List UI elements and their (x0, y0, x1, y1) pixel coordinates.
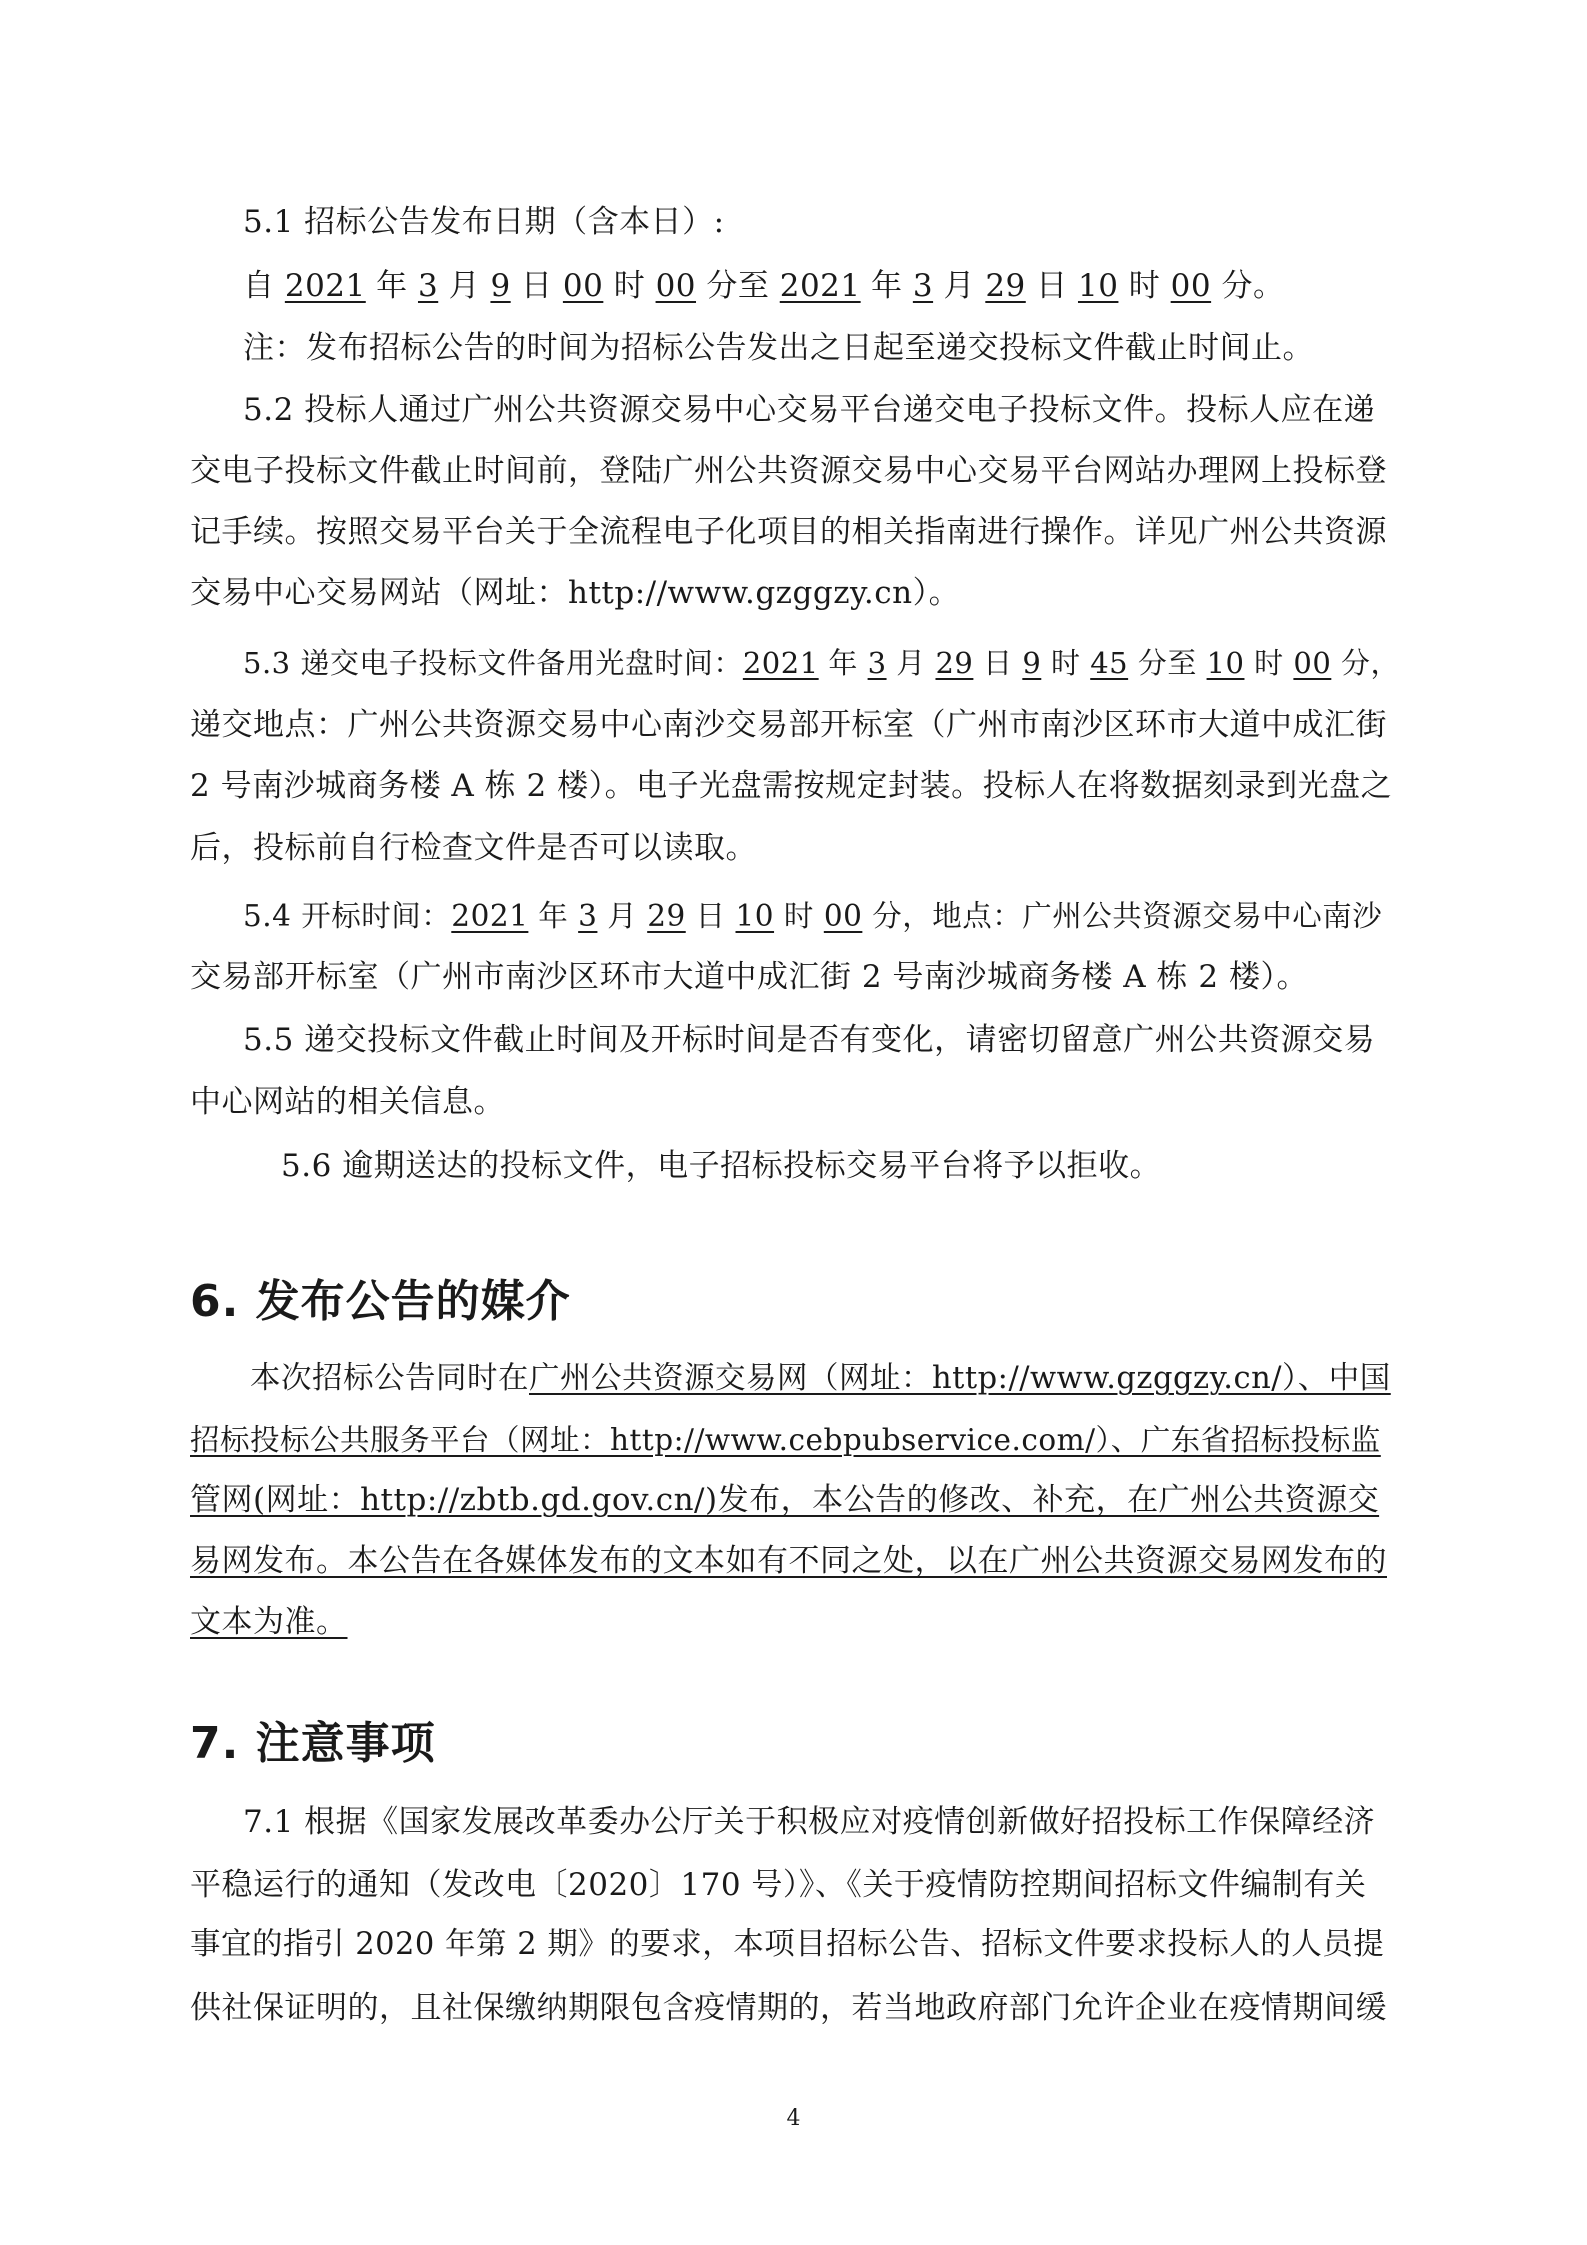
s7-line: 平稳运行的通知（发改电〔2020〕170 号）》、《关于疫情防控期间招标文件编制有关 (190, 1867, 1367, 1903)
s52-line: 5.2 投标人通过广州公共资源交易中心交易平台递交电子投标文件。投标人应在递 (243, 392, 1376, 428)
s6-line: 本次招标公告同时在广州公共资源交易网（网址：http://www.gzggzy.cn/）、中国 (250, 1361, 1391, 1396)
section-6-heading: 6. 发布公告的媒介 (190, 1276, 571, 1327)
section-7-heading: 7. 注意事项 (190, 1718, 436, 1769)
s6-line: 招标投标公共服务平台（网址：http://www.cebpubservice.com/）、广东省招标投标监 (190, 1423, 1381, 1457)
s55-line: 中心网站的相关信息。 (190, 1084, 505, 1120)
s52-line: 记手续。按照交易平台关于全流程电子化项目的相关指南进行操作。详见广州公共资源 (190, 514, 1387, 550)
s6-line: 管网(网址：http://zbtb.gd.gov.cn/)发布，本公告的修改、补充，在广州公共资源交 (190, 1482, 1380, 1518)
s6-line: 易网发布。本公告在各媒体发布的文本如有不同之处，以在广州公共资源交易网发布的 (190, 1543, 1387, 1579)
s7-line: 7.1 根据《国家发展改革委办公厅关于积极应对疫情创新做好招投标工作保障经济 (243, 1804, 1376, 1840)
s51-date-range: 自 2021 年 3 月 9 日 00 时 00 分至 2021 年 3 月 29 日 10 时 00 分。 (243, 268, 1285, 304)
page-number: 4 (786, 2106, 801, 2131)
s56-line: 5.6 逾期送达的投标文件，电子招标投标交易平台将予以拒收。 (281, 1148, 1162, 1184)
s7-line: 供社保证明的，且社保缴纳期限包含疫情期的，若当地政府部门允许企业在疫情期间缓 (190, 1990, 1387, 2026)
s53-line: 后，投标前自行检查文件是否可以读取。 (190, 830, 757, 866)
s55-line: 5.5 递交投标文件截止时间及开标时间是否有变化，请密切留意广州公共资源交易 (243, 1022, 1376, 1058)
s6-line: 文本为准。 (190, 1604, 348, 1640)
s53-time: 5.3 递交电子投标文件备用光盘时间：2021 年 3 月 29 日 9 时 45 分至 10 时 00 分， (243, 646, 1401, 680)
s54-time: 5.4 开标时间：2021 年 3 月 29 日 10 时 00 分，地点：广州公共资源交易中心南沙 (243, 899, 1383, 933)
s52-line: 交电子投标文件截止时间前，登陆广州公共资源交易中心交易平台网站办理网上投标登 (190, 453, 1387, 489)
s53-line: 2 号南沙城商务楼 A 栋 2 楼）。电子光盘需按规定封装。投标人在将数据刻录到光盘之 (190, 768, 1393, 804)
s54-location: 交易部开标室（广州市南沙区环市大道中成汇街 2 号南沙城商务楼 A 栋 2 楼）。 (190, 959, 1308, 995)
s51-note: 注：发布招标公告的时间为招标公告发出之日起至递交投标文件截止时间止。 (243, 330, 1314, 366)
s7-line: 事宜的指引 2020 年第 2 期》的要求，本项目招标公告、招标文件要求投标人的人员提 (190, 1927, 1385, 1962)
s53-line: 递交地点：广州公共资源交易中心南沙交易部开标室（广州市南沙区环市大道中成汇街 (190, 707, 1387, 743)
s51-title: 5.1 招标公告发布日期（含本日）: (243, 204, 725, 240)
s52-line: 交易中心交易网站（网址：http://www.gzggzy.cn）。 (190, 575, 961, 611)
